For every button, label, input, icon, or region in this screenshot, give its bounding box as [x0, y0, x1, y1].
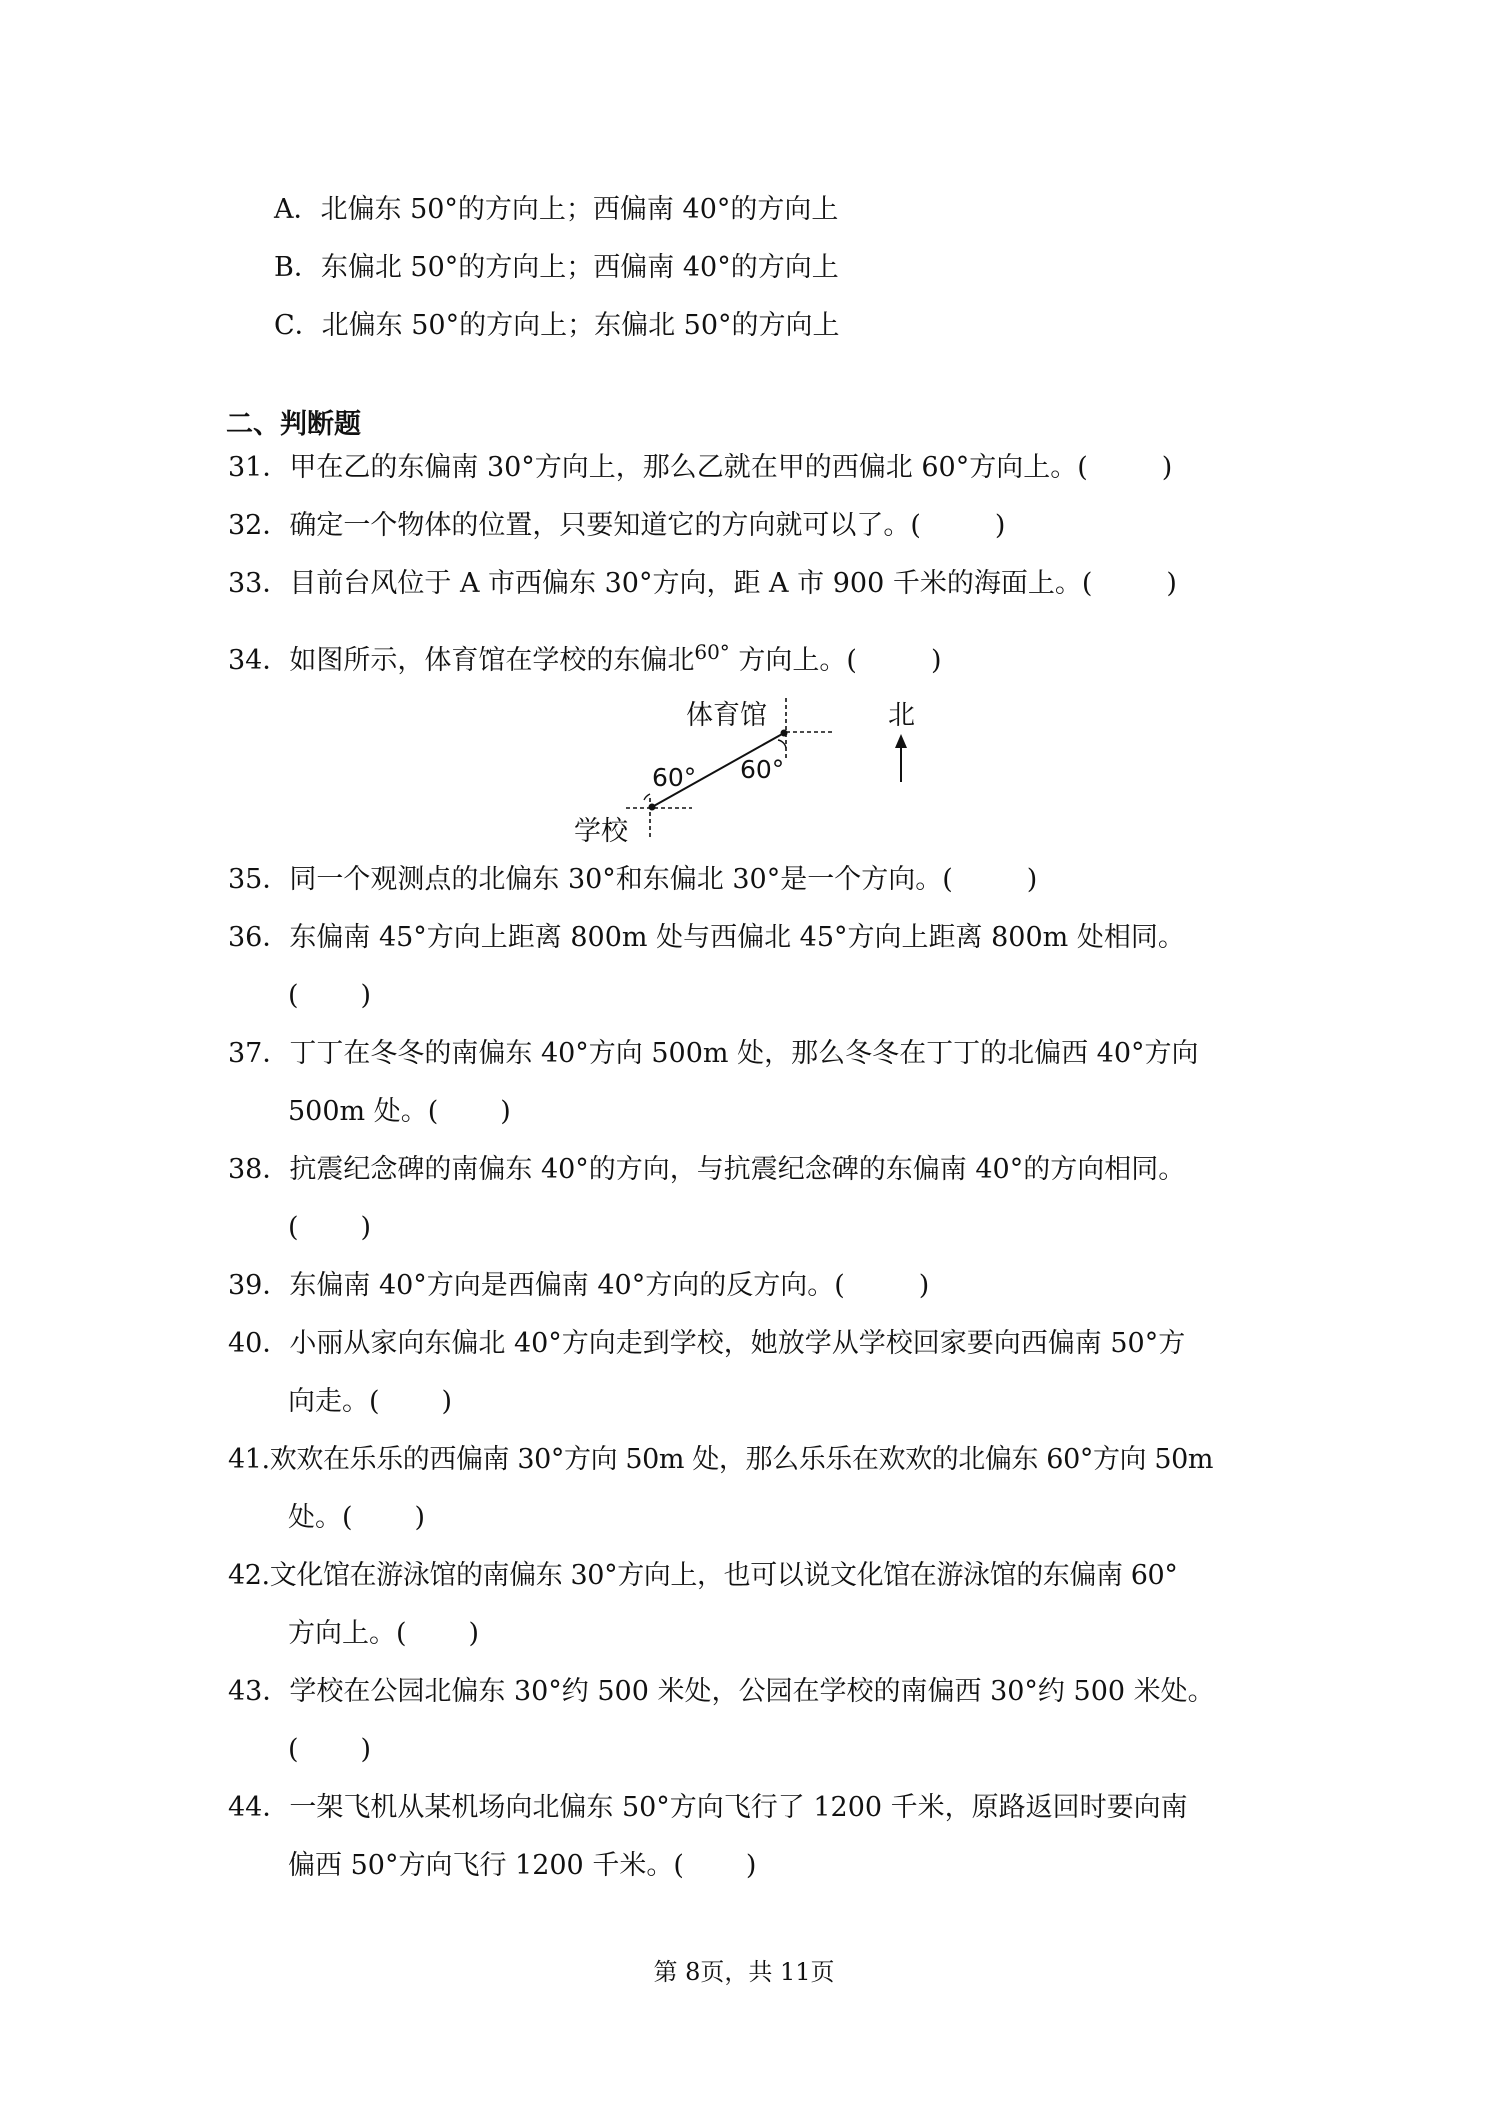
question-number: 43． [228, 1676, 290, 1707]
question-number: 41. [228, 1444, 270, 1475]
answer-close-paren: ) [441, 1386, 453, 1417]
option-b: B．东偏北 50°的方向上；西偏南 40°的方向上 [274, 252, 839, 283]
school-point [649, 804, 656, 811]
answer-close-paren: ) [994, 510, 1006, 541]
question-text: 丁丁在冬冬的南偏东 40°方向 500m 处，那么冬冬在丁丁的北偏西 40°方向 [289, 1038, 1199, 1069]
answer-close-paren: ) [468, 1618, 480, 1649]
question-38-answer [288, 1210, 371, 1246]
option-a: A．北偏东 50°的方向上；西偏南 40°的方向上 [274, 194, 839, 225]
question-44 [228, 1790, 1188, 1826]
question-number: 33． [228, 568, 290, 599]
gym-point [781, 730, 788, 737]
question-text: 同一个观测点的北偏东 30°和东偏北 30°是一个方向。( [289, 864, 953, 895]
question-42-continued [288, 1616, 479, 1652]
answer-close-paren: ) [1161, 452, 1173, 483]
question-32 [228, 508, 1005, 544]
question-34 [228, 634, 942, 679]
question-37 [228, 1036, 1199, 1072]
answer-close-paren: ) [360, 1212, 372, 1243]
question-text: 如图所示，体育馆在学校的东偏北 [289, 645, 695, 676]
answer-open-paren: ( [288, 1212, 299, 1243]
question-42 [228, 1558, 1177, 1594]
answer-close-paren: ) [360, 980, 372, 1011]
question-36-answer [288, 978, 371, 1014]
angle-superscript: 60° [694, 640, 730, 664]
answer-close-paren: ) [360, 1734, 372, 1765]
gym-angle-label: 60° [740, 755, 785, 784]
question-text-continued: 方向上。( [288, 1618, 407, 1649]
north-arrow-icon [895, 734, 907, 782]
question-text: 欢欢在乐乐的西偏南 30°方向 50m 处，那么乐乐在欢欢的北偏东 60°方向 50m [269, 1444, 1214, 1475]
answer-close-paren: ) [1026, 864, 1038, 895]
question-number: 42. [228, 1560, 270, 1591]
question-text: 学校在公园北偏东 30°约 500 米处，公园在学校的南偏西 30°约 500 米处。 [289, 1676, 1215, 1707]
answer-close-paren: ) [1166, 568, 1177, 599]
question-text-end: 方向上。( [738, 645, 857, 676]
answer-close-paren: ) [918, 1270, 930, 1301]
question-text-continued: 处。( [288, 1502, 353, 1533]
question-44-continued [288, 1848, 756, 1884]
option-c: C．北偏东 50°的方向上；东偏北 50°的方向上 [274, 310, 840, 341]
question-40 [228, 1326, 1185, 1362]
question-number: 38． [228, 1154, 290, 1185]
north-label: 北 [888, 700, 915, 731]
answer-open-paren: ( [288, 1734, 299, 1765]
question-number: 34． [228, 645, 290, 676]
question-36 [228, 920, 1185, 956]
answer-open-paren: ( [288, 980, 299, 1011]
gym-angle-arc [778, 740, 786, 748]
question-number: 36． [228, 922, 290, 953]
answer-close-paren: ) [414, 1502, 426, 1533]
question-text: 抗震纪念碑的南偏东 40°的方向，与抗震纪念碑的东偏南 40°的方向相同。 [289, 1154, 1186, 1185]
question-39 [228, 1268, 929, 1304]
question-43 [228, 1674, 1215, 1710]
question-number: 40． [228, 1328, 290, 1359]
question-38 [228, 1152, 1185, 1188]
answer-close-paren: ) [930, 645, 942, 676]
question-33 [228, 566, 1177, 602]
question-41-continued [288, 1500, 425, 1536]
question-text: 文化馆在游泳馆的南偏东 30°方向上，也可以说文化馆在游泳馆的东偏南 60° [269, 1560, 1178, 1591]
question-43-answer [288, 1732, 371, 1768]
question-number: 39． [228, 1270, 290, 1301]
question-number: 31． [228, 452, 290, 483]
question-31 [228, 450, 1172, 486]
question-number: 37． [228, 1038, 290, 1069]
answer-close-paren: ) [500, 1096, 511, 1127]
question-number: 44． [228, 1792, 290, 1823]
question-41 [228, 1442, 1213, 1478]
direction-figure [560, 690, 940, 850]
question-40-continued [288, 1384, 452, 1420]
question-text: 小丽从家向东偏北 40°方向走到学校，她放学从学校回家要向西偏南 50°方 [289, 1328, 1186, 1359]
question-text: 东偏南 45°方向上距离 800m 处与西偏北 45°方向上距离 800m 处相同。 [289, 922, 1185, 953]
question-number: 35． [228, 864, 290, 895]
question-text: 目前台风位于 A 市西偏东 30°方向，距 A 市 900 千米的海面上。( [289, 568, 1093, 599]
school-angle-label: 60° [652, 763, 697, 792]
question-text: 东偏南 40°方向是西偏南 40°方向的反方向。( [289, 1270, 845, 1301]
question-35 [228, 862, 1037, 898]
question-text-continued: 偏西 50°方向飞行 1200 千米。( [288, 1850, 684, 1881]
gym-label: 体育馆 [686, 700, 767, 731]
question-text-continued: 向走。( [288, 1386, 380, 1417]
section-title: 二、判断题 [226, 409, 361, 440]
question-number: 32． [228, 510, 290, 541]
school-label: 学校 [574, 816, 628, 847]
question-text: 一架飞机从某机场向北偏东 50°方向飞行了 1200 千米，原路返回时要向南 [289, 1792, 1188, 1823]
question-text-continued: 500m 处。( [288, 1096, 439, 1127]
school-angle-arc [644, 794, 650, 800]
question-37-continued [288, 1094, 511, 1130]
question-text: 确定一个物体的位置，只要知道它的方向就可以了。( [289, 510, 921, 541]
question-text: 甲在乙的东偏南 30°方向上，那么乙就在甲的西偏北 60°方向上。( [289, 452, 1088, 483]
answer-close-paren: ) [745, 1850, 757, 1881]
page-footer: 第 8页，共 11页 [653, 1958, 835, 1986]
